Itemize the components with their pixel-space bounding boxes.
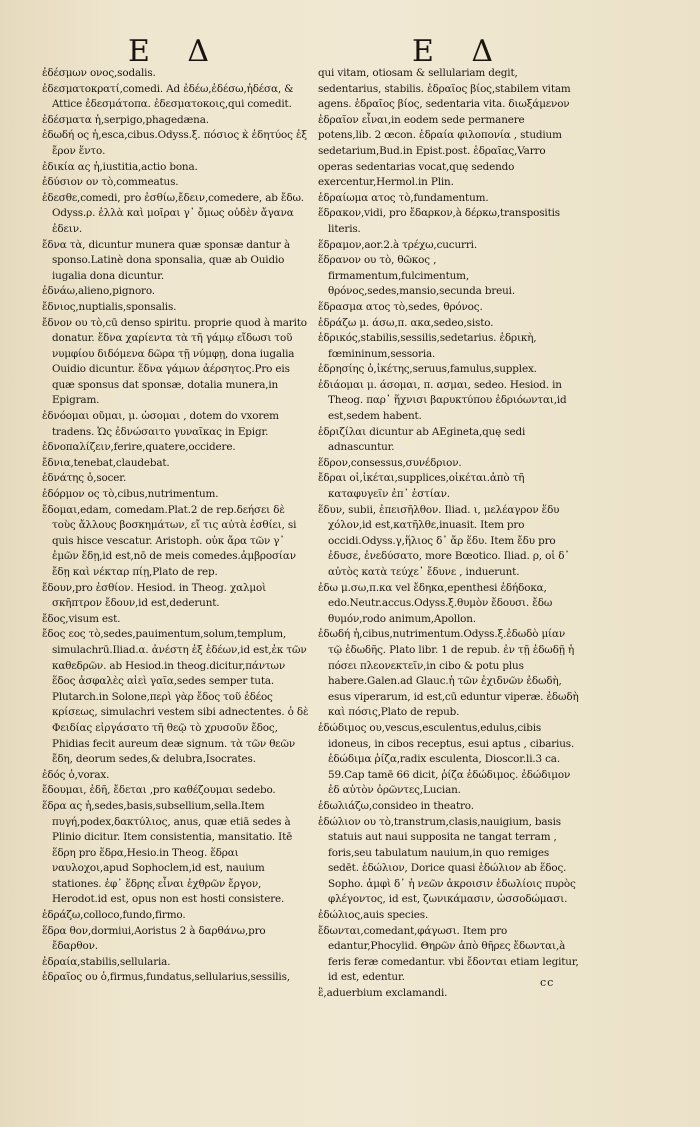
dictionary-entry: qui vitam, otiosam & sellulariam degit, sedentarius, stabilis. ἑδραῖος βίος,stabilem vitam agens. ἑδραῖος βίος, sedentaria vita. διωξάμενον ἑδραῖον εἶναι,in eodem sede permanere potens,lib. 2 œcon. ἑδραία φιλοπονία , studium sedetarium,Bud.in Epist.post. ἑδραῖας,Varro operas sedentarias vocat,quę sedendo exercentur,Hermol.in Plin. <box>318 67 571 189</box>
dictionary-entry: ἐδωδή ἡ,cibus,nutrimentum.Odyss.ξ.ἐδωδὸ μίαν τῷ ἐδωδῆς. Plato libr. 1 de repub. ἐν τῇ ἐδωδῇ ἡ πόσει πλεονεκτεῖν,in cibo & potu plus habere.Galen.ad Glauc.ἡ τῶν ἐχιδνῶν ἐδωδὴ, esus viperarum, id est,cū eduntur viperæ. ἐδωδὴ καὶ πόσις,Plato de repub. <box>318 628 579 719</box>
dictionary-entry: ἔδνα τὰ, dicuntur munera quæ sponsæ dantur à sponso.Latinè dona sponsalia, quæ ab Ouidio iugalia dona dicuntur. <box>42 238 291 282</box>
dictionary-entry: ἐδιάομαι μ. άσομαι, π. ασμαι, sedeo. Hesiod. in Theog. παρ᾽ ἥχνισι βαρυκτύπου ἐδριόωνται,id est,sedem habent. <box>318 378 567 423</box>
dictionary-entry: ἔδουν,pro ἐσθίον. Hesiod. in Theog. χαλμοὶ σκῆπτρον ἔδουν,id est,dederunt. <box>42 581 267 610</box>
dictionary-entry: ἐδώλιος,auis species. <box>318 909 429 922</box>
dictionary-entry: ἐδικία ας ἡ,iustitia,actio bona. <box>42 160 198 173</box>
dictionary-entry: ἕδρακον,vidi, pro ἔδαρκον,à δέρκω,transpositis literis. <box>318 207 560 235</box>
dictionary-entry: ἔδομαι,edam, comedam.Plat.2 de rep.δεήσει δὲ τοὺς ἄλλους βοσκημάτων, εἴ τις αὐτὰ ἐσθίει, si quis hisce vescatur. Aristoph. οὐκ ἄρα τῶν γ᾽ ἐμῶν ἔδῃ,id est,nō de meis comedes.ἀμβροσίαν ἔδῃ καὶ νέκταρ πίῃ,Plato de rep. <box>42 503 297 578</box>
dictionary-entry: ἐδέσμων ονος,sodalis. <box>42 67 156 79</box>
dictionary-entry: ἐδνάτης ὁ,socer. <box>42 472 127 485</box>
dictionary-entry: ἐδώδιμος ου,vescus,esculentus,edulus,cibis idoneus, in cibos receptus, esui aptus , cibarius. ἐδώδιμα ῥίζα,radix esculenta, Dioscor.li.3 ca. 59.Cap tamē 66 dicit, ῥίζα ἐδώδιμος. ἐδώδιμον ἐδ αὐτὸν ὀρῶντες,Lucian. <box>318 721 575 797</box>
dictionary-entry: ἑδωλιάζω,consideo in theatro. <box>318 799 474 812</box>
dictionary-entry: ἕδυν, subii, ἐπεισῆλθον. Iliad. ι, μελέαγρον ἕδυ χόλον,id est,κατῆλθε,inuasit. Item pro occidi.Odyss.γ,ἥλιος δ᾽ ἄρ ἕδυ. Item ἔδυ pro ἐδυσε, ἐνεδύσατο, more Bœotico. Iliad. ρ, οἱ δ᾽ αὐτὸς κατὰ τεύχε᾽ ἔδυνε , induerunt. <box>318 503 570 578</box>
dictionary-entry: ἐδριζίλαι dicuntur ab AEgineta,quę sedi adnascuntur. <box>318 425 526 454</box>
dictionary-entry: ἔδνον ου τὸ,cū denso spiritu. proprie quod à marito donatur. ἕδνα χαρίεντα τὰ τῆ γάμῳ εἴδωσι τοῦ νυμφίου διδόμενα δῶρα τῇ νύμφῃ, dona iugalia Ouidio dicuntur. ἕδνα γάμων ἀέρσητος.Pro eis quæ sponsus dat sponsæ, dotalia munera,in Epigram. <box>42 316 307 407</box>
dictionary-entry: ἔδνια,tenebat,claudebat. <box>42 456 170 469</box>
dictionary-entry: ἐδνοπαλίζειν,ferire,quatere,occidere. <box>42 441 236 454</box>
dictionary-entry: ἕδρανον ου τὸ, θῶκος , firmamentum,fulcimentum, θρόνος,sedes,mansio,secunda breui. <box>318 254 516 298</box>
dictionary-entry: ἕδρασμα ατος τὸ,sedes, θρόνος. <box>318 300 483 313</box>
signature-mark: cc <box>540 976 555 989</box>
dictionary-entry: ἐδνάω,alieno,pignoro. <box>42 285 155 298</box>
dictionary-entry: ἑδράζω,colloco,fundo,firmo. <box>42 909 186 922</box>
dictionary-entry: ἐδύσιον ον τὸ,commeatus. <box>42 176 179 189</box>
dictionary-entry: ἐδεσματοκρατί,comedi. Ad ἐδέω,ἐδέσω,ἠδέσα, & Attice ἐδεσμάτοπα. ἐδεσματοκοις,qui comedit. <box>42 82 294 111</box>
dictionary-entry: ἔδνιος,nuptialis,sponsalis. <box>42 300 177 313</box>
dictionary-entry: ἐδέσματα ἡ,serpigo,phagedæna. <box>42 113 209 126</box>
dictionary-entry: ἕδρα θον,dormiui,Aoristus 2 à δαρθάνω,pro ἔδαρθον. <box>42 924 266 953</box>
header-right-letters: Ε Δ <box>412 34 508 69</box>
dictionary-entry: ἕδραμον,aor.2.à τρέχω,cucurri. <box>318 238 477 251</box>
dictionary-entry: ἐδω μ.σω,π.κα vel ἔδηκα,epenthesi ἐδήδοκα, edo.Neutr.accus.Odyss.ξ.θυμὸν ἔδουσι. ἔδω θυμόν,rodo animum,Apollon. <box>318 581 553 625</box>
dictionary-entry: ἑδράζω μ. άσω,π. ακα,sedeo,sisto. <box>318 316 494 329</box>
dictionary-entry: ἐδεσθε,comedi, pro ἐσθίω,ἔδειν,comedere, ab ἔδω. Odyss.ρ. ἐλλὰ καὶ μοῖραι γ᾽ ὄμως οὐδὲν ἄγανα ἐδειν. <box>42 191 304 235</box>
dictionary-entry: ἑδραίωμα ατος τὸ,fundamentum. <box>318 191 489 204</box>
dictionary-entry: ἔδραι οἱ,ἱκέται,supplices,οἰκέται.ἀπὸ τῆ καταφυγεῖν ἐπ᾽ ἑστίαν. <box>318 472 525 501</box>
dictionary-entry: ἐδός ὁ,vorax. <box>42 768 110 781</box>
dictionary-entry: ἑδραῖος ου ὁ,firmus,fundatus,sellularius,sessilis, <box>42 971 290 984</box>
left-column <box>42 66 310 986</box>
dictionary-entry: ἐδωδή ος ἡ,esca,cibus.Odyss.ξ. πόσιος κ̀ ἐδητύος ἐξ ἔρον ἕντο. <box>42 129 307 157</box>
dictionary-entry: ἐδνόομαι οῦμαι, μ. ὡσομαι , dotem do vxorem tradens. Ὡς ἐδνώσαιτο γυναῖκας in Epigr. <box>42 410 279 438</box>
dictionary-entry: ἔδωνται,comedant,φάγωσι. Item pro edantur,Phocylid. Θηρῶν ἀπὸ θῆρες ἔδωνται,à feris feræ comedantur. vbi ἔδονται etiam legitur, id est, edentur. <box>318 924 579 984</box>
dictionary-entry: ἔδουμαι, ἐδῆ, ἔδεται ,pro καθέζουμαι sedebo. <box>42 784 276 797</box>
dictionary-entry: ἑδραία,stabilis,sellularia. <box>42 955 171 968</box>
dictionary-entry: ἐδόρμον ος τὸ,cibus,nutrimentum. <box>42 488 219 501</box>
dictionary-entry: ἒ,aduerbium exclamandi. <box>318 987 448 1000</box>
dictionary-entry: ἐδρησίης ὁ,ἱκέτης,seruus,famulus,supplex. <box>318 363 537 376</box>
dictionary-entry: ἕδρα ας ἡ,sedes,basis,subsellium,sella.Item πυγή,podex,δακτύλιος, anus, quæ etiā sedes à Plinio dicitur. Item consistentia, mansitatio. Itē ἕδρη pro ἕδρα,Hesio.in Theog. ἕδραι ναυλοχοι,apud Sophoclem,id est, nauium stationes. ἐφ᾽ ἕδρης εἶναι ἐχθρῶν ἔργον, Herodot.id est, opus non est hosti consistere. <box>42 799 293 906</box>
dictionary-entry: ἕδρον,consessus,συνέδριον. <box>318 456 462 469</box>
dictionary-entry: ἑδώλιον ου τὸ,transtrum,clasis,nauigium, basis statuis aut naui supposita ne tangat terram , foris,seu tabulatum nauium,in quo remiges sedēt. ἑδώλιον, Dorice quasi ἑδώλιον ab ἕδος. Sopho. ἀμφὶ δ᾽ ἡ νεῶν ἀκροισιν ἑδωλίοις πυρὸς φλέγοντος, id est, ζωνικάμασιν, ὠσσοδώμασι. <box>318 815 576 906</box>
dictionary-entry: ἑδρικός,stabilis,sessilis,sedetarius. ἑδρικὴ, fœmininum,sessoria. <box>318 332 537 360</box>
dictionary-entry: ἔδος,visum est. <box>42 612 121 625</box>
dictionary-entry: ἔδος εος τὸ,sedes,pauimentum,solum,templum, simulachrū.Iliad.α. ἀνέστη ἐξ ἐδέων,id est,ἐκ τῶν καθεδρῶν. ab Hesiod.in theog.dicitur,πάντων ἕδος ἀσφαλὲς αἰεὶ γαῖα,sedes semper tuta. Plutarch.in Solone,περὶ γὰρ ἔδος τοῦ ἐδέος κρίσεως, simulachri vestem sibi adnectentes. ὁ δὲ Φειδίας εἰργάσατο τῆ θεῷ τὸ χρυσοῦν ἔδος, Phidias fecit aureum deæ signum. τὰ τῶν θεῶν ἔδη, deorum sedes,& delubra,Isocrates. <box>42 628 309 766</box>
header-left-letters: Ε Δ <box>128 34 224 69</box>
right-column <box>318 66 580 1002</box>
